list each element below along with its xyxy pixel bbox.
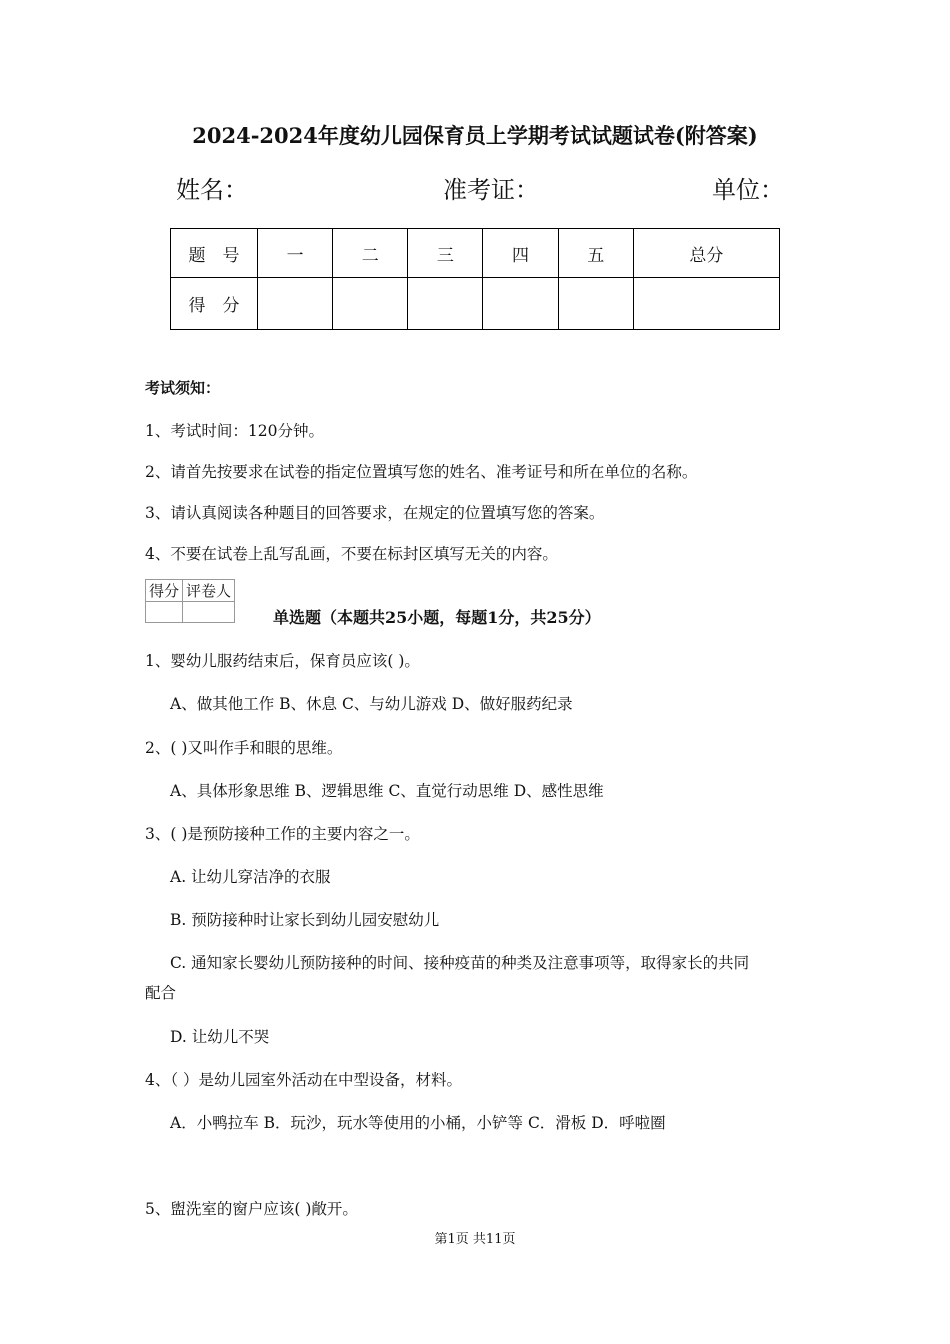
question-options: A．小鸭拉车 B．玩沙，玩水等使用的小桶，小铲等 C．滑板 D．呼啦圈 bbox=[170, 1114, 666, 1132]
question-stem: 5、盥洗室的窗户应该( )敞开。 bbox=[145, 1200, 358, 1218]
score-header-cell: 题 号 bbox=[171, 229, 258, 278]
notice-item: 2、请首先按要求在试卷的指定位置填写您的姓名、准考证号和所在单位的名称。 bbox=[145, 463, 698, 481]
score-header-cell: 一 bbox=[258, 229, 333, 278]
score-header-cell: 二 bbox=[333, 229, 408, 278]
notice-item: 1、考试时间：120分钟。 bbox=[145, 422, 324, 440]
question-option: A. 让幼儿穿洁净的衣服 bbox=[170, 868, 331, 886]
grader-score-label: 得分 bbox=[146, 580, 183, 602]
notice-item: 4、不要在试卷上乱写乱画，不要在标封区填写无关的内容。 bbox=[145, 545, 558, 563]
question-stem: 3、( )是预防接种工作的主要内容之一。 bbox=[145, 825, 420, 843]
score-header-cell: 总分 bbox=[633, 229, 779, 278]
name-label: 姓名： bbox=[176, 176, 248, 204]
page-footer: 第1页 共11页 bbox=[434, 1232, 516, 1247]
score-header-cell: 五 bbox=[558, 229, 633, 278]
score-cell[interactable] bbox=[558, 278, 633, 330]
score-row-label: 得 分 bbox=[171, 278, 258, 330]
question-option: B. 预防接种时让家长到幼儿园安慰幼儿 bbox=[170, 911, 440, 929]
question-option: C. 通知家长婴幼儿预防接种的时间、接种疫苗的种类及注意事项等，取得家长的共同 bbox=[170, 954, 750, 972]
grader-reviewer-label: 评卷人 bbox=[183, 580, 235, 602]
score-header-cell: 四 bbox=[483, 229, 558, 278]
score-cell[interactable] bbox=[408, 278, 483, 330]
score-table bbox=[170, 228, 780, 330]
grader-score-cell[interactable] bbox=[146, 602, 183, 623]
unit-label: 单位： bbox=[712, 176, 784, 204]
score-cell[interactable] bbox=[333, 278, 408, 330]
page-title: 2024-2024年度幼儿园保育员上学期考试试题试卷(附答案) bbox=[192, 123, 758, 148]
question-stem: 4、（ ）是幼儿园室外活动在中型设备，材料。 bbox=[145, 1071, 463, 1089]
question-option-continued: 配合 bbox=[145, 984, 177, 1002]
grader-box bbox=[145, 579, 235, 623]
score-cell[interactable] bbox=[483, 278, 558, 330]
notice-item: 3、请认真阅读各种题目的回答要求，在规定的位置填写您的答案。 bbox=[145, 504, 605, 522]
question-stem: 1、婴幼儿服药结束后，保育员应该( )。 bbox=[145, 652, 420, 670]
question-options: A、具体形象思维 B、逻辑思维 C、直觉行动思维 D、感性思维 bbox=[170, 782, 604, 800]
score-cell[interactable] bbox=[258, 278, 333, 330]
question-stem: 2、( )又叫作手和眼的思维。 bbox=[145, 739, 343, 757]
exam-id-label: 准考证： bbox=[443, 176, 539, 204]
question-options: A、做其他工作 B、休息 C、与幼儿游戏 D、做好服药纪录 bbox=[170, 695, 573, 713]
score-cell[interactable] bbox=[633, 278, 779, 330]
section-title: 单选题（本题共25小题，每题1分，共25分） bbox=[273, 608, 601, 627]
score-header-cell: 三 bbox=[408, 229, 483, 278]
question-option: D. 让幼儿不哭 bbox=[170, 1028, 270, 1046]
notice-heading: 考试须知： bbox=[145, 379, 221, 397]
grader-reviewer-cell[interactable] bbox=[183, 602, 235, 623]
